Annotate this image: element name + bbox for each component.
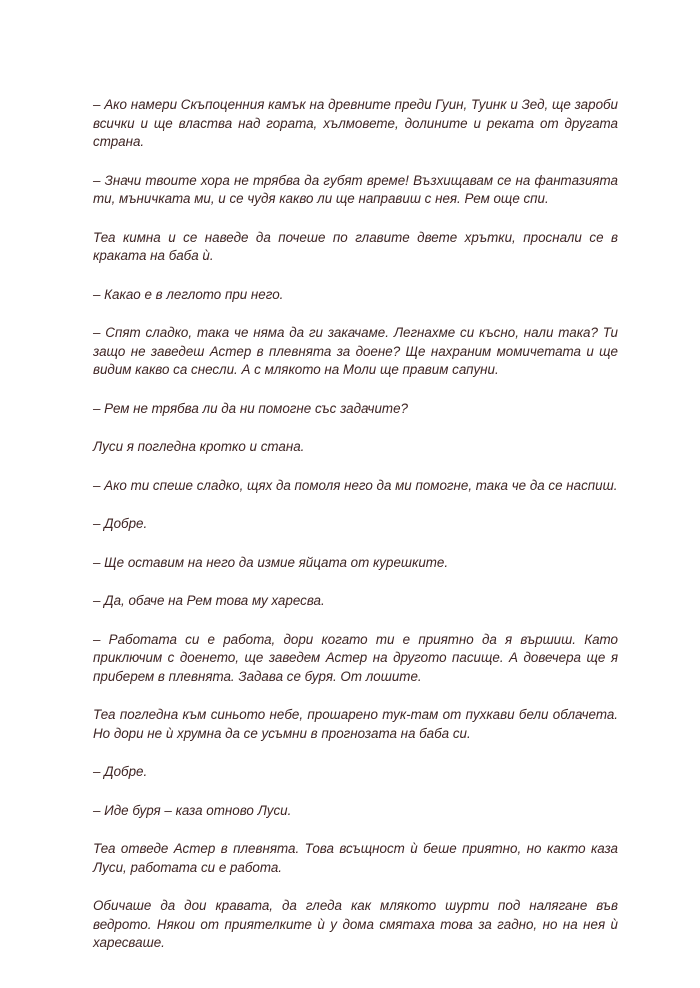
- paragraph-14: – Добре.: [93, 764, 148, 779]
- paragraph-9: – Добре.: [93, 516, 148, 531]
- paragraph-1: – Ако намери Скъпоценния камък на древните преди Гуин, Туинк и Зед, ще зароби всички и ще властва над гората, хълмовете, долините и реката от другата страна.: [93, 97, 618, 149]
- paragraph-6: – Рем не трябва ли да ни помогне със задачите?: [93, 400, 408, 416]
- paragraph-15: – Иде буря – каза отново Луси.: [93, 802, 292, 818]
- paragraph-4: – Какао е в леглото при него.: [93, 286, 284, 302]
- paragraph-8: – Ако ти спеше сладко, щях да помоля него да ми помогне, така че да се наспиш.: [93, 477, 618, 493]
- paragraph-16: Теа отведе Астер в плевнята. Това всъщност ѝ беше приятно, но както каза Луси, работата си е работа.: [93, 841, 618, 875]
- paragraph-10: – Ще оставим на него да измие яйцата от курешките.: [93, 554, 449, 570]
- paragraph-5: – Спят сладко, така че няма да ги закачаме. Легнахме си късно, нали така? Ти защо не заведеш Астер в плевнята за доене? Ще нахраним момичетата и ще видим какво са снесли. А с млякото на Моли ще правим сапуни.: [93, 325, 618, 377]
- paragraph-17: Обичаше да дои кравата, да гледа как млякото шурти под налягане във ведрото. Някои от приятелките ѝ у дома смятаха това за гадно, но на нея ѝ харесваше.: [93, 898, 618, 950]
- paragraph-13: Теа погледна към синьото небе, прошарено тук-там от пухкави бели облачета. Но дори не ѝ хрумна да се усъмни в прогнозата на баба си.: [93, 707, 618, 741]
- paragraph-7: Луси я погледна кротко и стана.: [93, 439, 305, 454]
- paragraph-12: – Работата си е работа, дори когато ти е приятно да я вършиш. Като приключим с доенето, ще заведем Астер на другото пасище. А довечера ще я приберем в плевнята. Задава се буря. От лошите.: [93, 631, 618, 684]
- paragraph-3: Теа кимна и се наведе да почеше по главите двете хрътки, проснали се в краката на баба ѝ.: [93, 229, 618, 263]
- text-body: [93, 96, 618, 973]
- paragraph-2: – Значи твоите хора не трябва да губят време! Възхищавам се на фантазията ти, мъничката ми, и се чудя какво ли ще направиш с нея. Рем още спи.: [93, 172, 618, 206]
- paragraph-11: – Да, обаче на Рем това му харесва.: [93, 593, 325, 608]
